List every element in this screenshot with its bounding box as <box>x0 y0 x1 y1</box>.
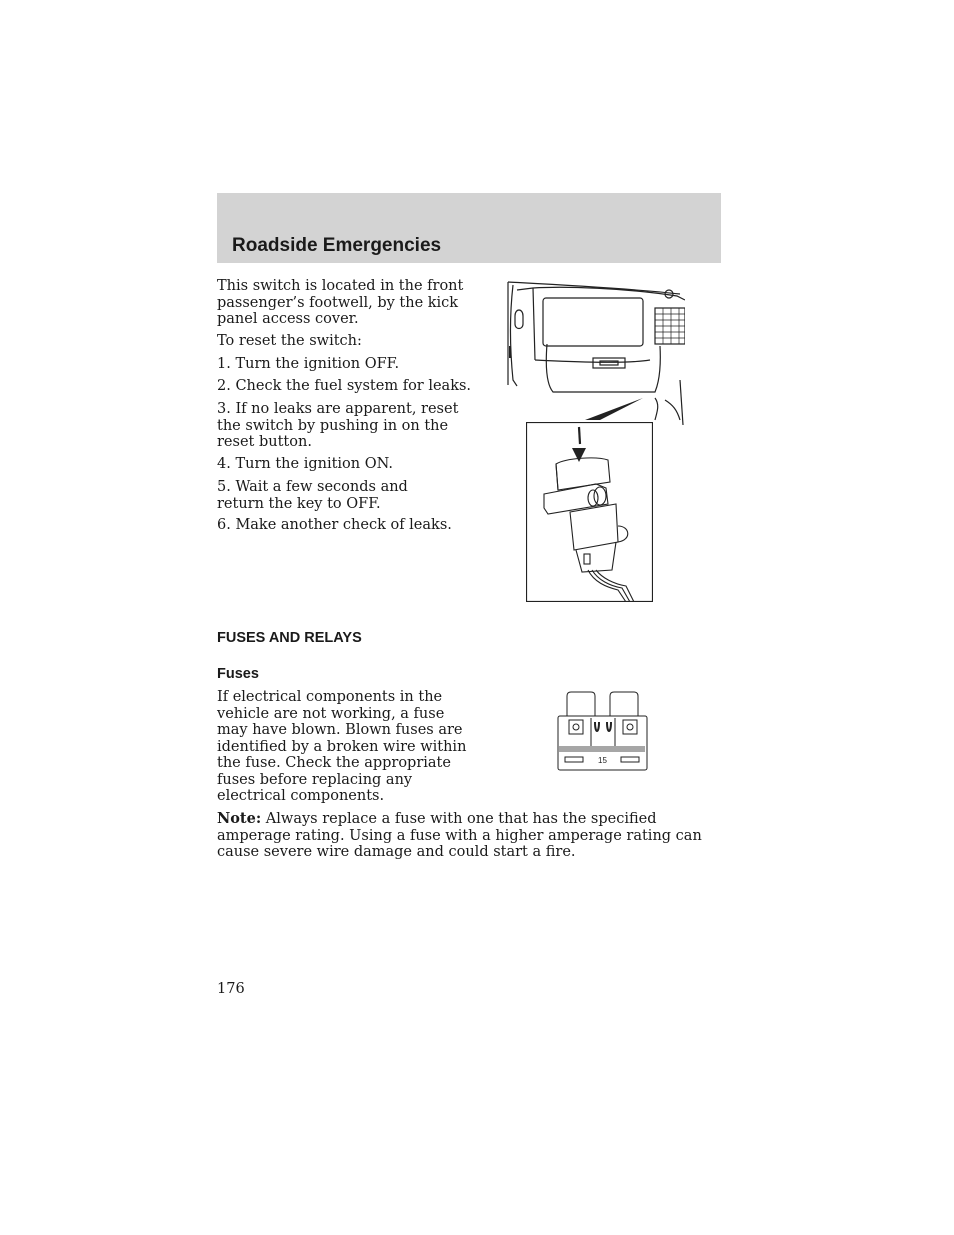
step-6: 6. Make another check of leaks. <box>217 517 452 533</box>
fuse-note <box>217 811 721 861</box>
switch-location-text: This switch is located in the front passenger’s footwell, by the kick panel access cover. <box>217 278 464 327</box>
step-5: 5. Wait a few seconds and return the key to OFF. <box>217 479 408 512</box>
fuel-pump-reset-switch-illustration <box>526 422 653 602</box>
note-label: Note: <box>217 810 262 827</box>
step-3: 3. If no leaks are apparent, reset the switch by pushing in on the reset button. <box>217 401 459 450</box>
fuse-amperage-label: 15 <box>598 756 607 765</box>
fuses-relays-heading: FUSES AND RELAYS <box>217 630 362 646</box>
blade-fuse-illustration <box>555 690 650 772</box>
step-2: 2. Check the fuel system for leaks. <box>217 378 472 394</box>
note-text: Always replace a fuse with one that has the specified amperage rating. Using a fuse with a higher amperage rating can cause severe wire damage and could start a fire. <box>217 811 702 860</box>
reset-intro-text: To reset the switch: <box>217 333 362 349</box>
fuses-paragraph: If electrical components in the vehicle are not working, a fuse may have blown. Blown fuses are identified by a broken wire within the fuse. Check the appropriate fuses before replacing any electrical components. <box>217 689 467 804</box>
fuses-subheading: Fuses <box>217 666 259 682</box>
section-header-band <box>217 193 721 263</box>
step-1: 1. Turn the ignition OFF. <box>217 356 400 372</box>
page-number: 176 <box>217 981 245 997</box>
step-4: 4. Turn the ignition ON. <box>217 456 393 472</box>
page-title: Roadside Emergencies <box>232 235 442 256</box>
dashboard-illustration <box>505 280 685 425</box>
